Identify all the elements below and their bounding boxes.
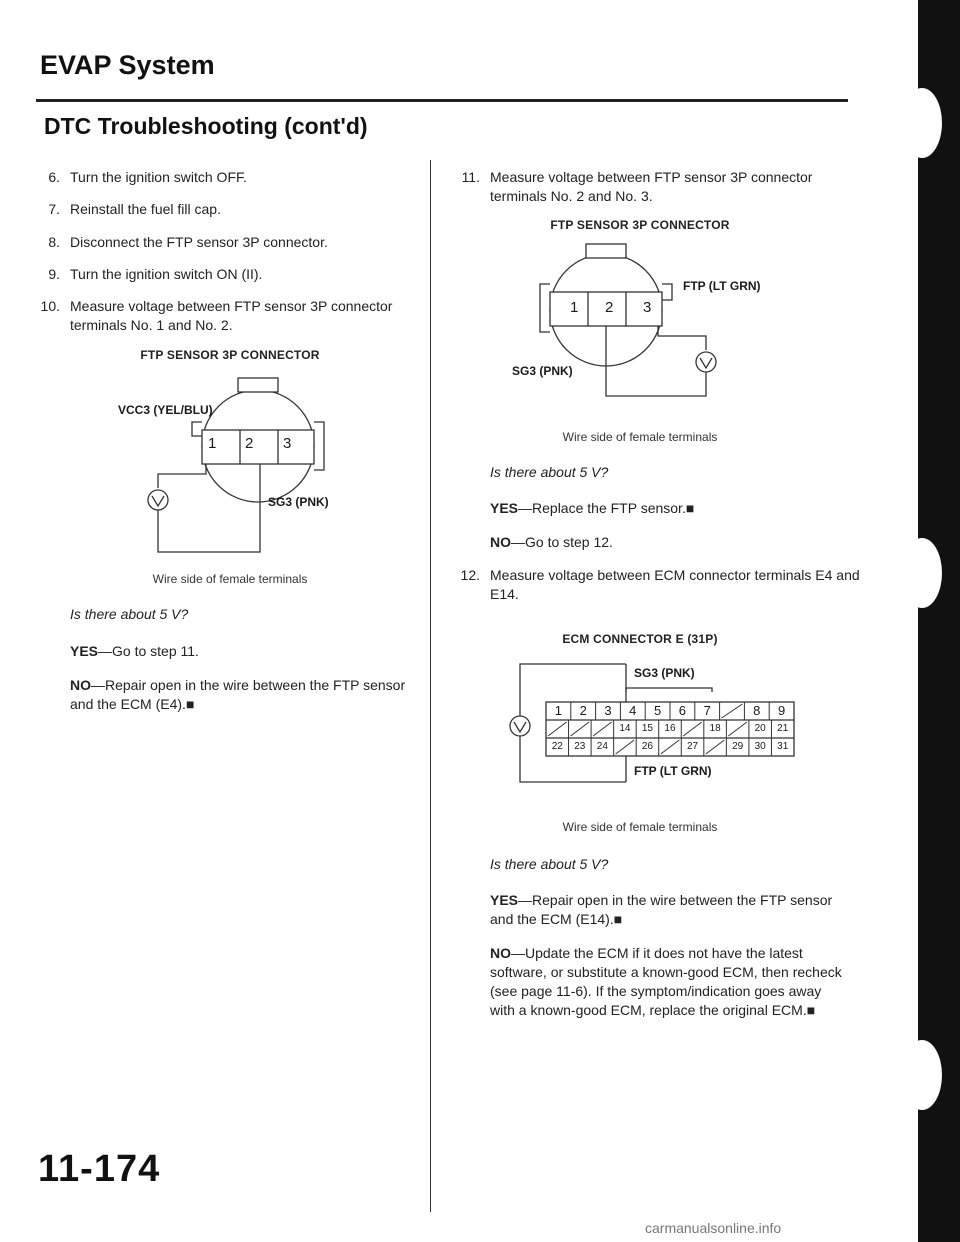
ecm-pin-3: 3 (604, 703, 612, 718)
binding-notch (902, 1040, 942, 1110)
ecm-pin-16: 16 (664, 723, 676, 734)
question: Is there about 5 V? (490, 464, 609, 480)
pin-2: 2 (245, 435, 254, 452)
ftp-connector-diagram-1 (120, 370, 370, 570)
question: Is there about 5 V? (70, 606, 189, 622)
sg3-label: SG3 (PNK) (268, 495, 329, 509)
wire-note: Wire side of female terminals (562, 430, 718, 444)
ecm-pin-5: 5 (653, 703, 662, 718)
step-11: 11. Measure voltage between FTP sensor 3P connector terminals No. 2 and No. 3. (461, 169, 813, 204)
vcc3-label: VCC3 (YEL/BLU) (118, 403, 213, 417)
ecm-pin-18: 18 (709, 723, 721, 734)
ecm-pin-7: 7 (703, 703, 711, 718)
ecm-pin-1: 1 (554, 703, 563, 718)
ecm-pin-21: 21 (777, 723, 789, 734)
ecm-pin-4: 4 (629, 703, 637, 718)
binding-notch (902, 538, 942, 608)
ftp-connector-diagram-2 (530, 240, 750, 420)
diagram-caption: ECM CONNECTOR E (31P) (562, 632, 718, 646)
diagram-caption: FTP SENSOR 3P CONNECTOR (140, 348, 320, 362)
ecm-pin-labels (500, 650, 800, 800)
ecm-pin-20: 20 (754, 723, 766, 734)
diagram-caption: FTP SENSOR 3P CONNECTOR (550, 218, 730, 232)
ecm-pin-15: 15 (641, 723, 653, 734)
yes-answer: YES—Go to step 11. (70, 643, 199, 659)
yes-answer: YES—Replace the FTP sensor.■ (490, 500, 695, 516)
ecm-pin-14: 14 (619, 723, 631, 734)
no-answer: NO—Go to step 12. (490, 534, 613, 550)
ecm-pin-31: 31 (777, 741, 789, 752)
title-rule (36, 99, 848, 102)
binding-notch (902, 88, 942, 158)
yes-answer: YES—Repair open in the wire between the FTP sensor and the ECM (E14).■ (490, 892, 833, 927)
section-subtitle: DTC Troubleshooting (cont'd) (44, 113, 368, 139)
ecm-pin-22: 22 (551, 741, 563, 752)
ecm-pin-9: 9 (777, 703, 786, 718)
ecm-pin-30: 30 (754, 741, 766, 752)
step-12: 12. Measure voltage between ECM connector terminals E4 and E14. (460, 567, 860, 602)
step-8: 8. Disconnect the FTP sensor 3P connector. (48, 234, 328, 250)
step-6: 6. Turn the ignition switch OFF. (48, 169, 247, 185)
ecm-pin-6: 6 (678, 703, 687, 718)
wire-note: Wire side of female terminals (152, 572, 308, 586)
pin-1: 1 (208, 435, 217, 452)
ecm-pin-27: 27 (686, 741, 699, 752)
step-10: 10. Measure voltage between FTP sensor 3P connector terminals No. 1 and No. 2. (40, 298, 393, 333)
ecm-pin-8: 8 (753, 703, 761, 718)
pin-3: 3 (283, 435, 292, 452)
watermark: carmanualsonline.info (645, 1220, 782, 1236)
question: Is there about 5 V? (490, 856, 609, 872)
ecm-pin-29: 29 (732, 741, 744, 752)
ecm-pin-26: 26 (641, 741, 653, 752)
page-title: EVAP System (40, 50, 215, 80)
page-number: 11-174 (38, 1148, 161, 1190)
pin-1: 1 (570, 299, 579, 316)
ftp-label: FTP (LT GRN) (683, 279, 761, 293)
ecm-pin-2: 2 (579, 703, 587, 718)
sg3-label: SG3 (PNK) (634, 666, 695, 680)
ecm-pin-23: 23 (574, 741, 586, 752)
ftp-label: FTP (LT GRN) (634, 764, 712, 778)
wire-note: Wire side of female terminals (562, 820, 718, 834)
no-answer: NO—Update the ECM if it does not have the latest software, or substitute a known-good ECM, then recheck (see page 11-6). If the symptom/indication goes away with a known-good ECM, replace the original ECM.■ (490, 945, 842, 1018)
pin-3: 3 (643, 299, 652, 316)
no-answer: NO—Repair open in the wire between the FTP sensor and the ECM (E4).■ (70, 677, 406, 712)
step-7: 7. Reinstall the fuel fill cap. (48, 201, 221, 217)
sg3-label: SG3 (PNK) (512, 364, 573, 378)
step-9: 9. Turn the ignition switch ON (II). (48, 266, 263, 282)
ecm-pin-24: 24 (596, 741, 608, 752)
pin-2: 2 (605, 299, 614, 316)
